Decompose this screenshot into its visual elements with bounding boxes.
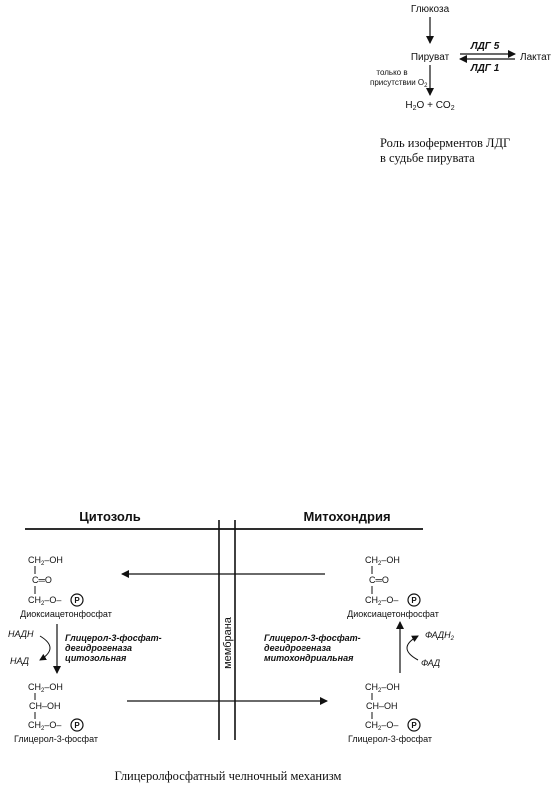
pyruvate-label: Пируват <box>410 52 450 63</box>
svg-text:CH2–O–: $CH_2-O-$ <box>365 595 399 607</box>
shuttle-caption: Глицеролфосфатный челночный механизм <box>114 769 342 783</box>
svg-text:CH2–OH: $CH_2-OH$ <box>365 682 400 694</box>
ldh-caption <box>380 136 510 165</box>
enzyme-mito-line1: Глицерол-3-фосфат- <box>264 633 361 643</box>
membrane-label: мембрана <box>222 617 234 669</box>
dhap-label-right: Диоксиацетонфосфат <box>347 609 439 619</box>
lactate-label: Лактат <box>520 52 552 63</box>
mitochondria-title: Митохондрия <box>303 509 391 524</box>
g3p-structure-left <box>28 682 83 732</box>
enzyme-mito-line2: дегидрогеназа <box>264 643 332 653</box>
svg-text:CH2–OH: $CH_2-OH$ <box>28 682 63 694</box>
enzyme-cyto-line3: цитозольная <box>65 653 127 663</box>
enzyme-mito-line3: митохондриальная <box>264 653 354 663</box>
fadh2-label: $ФАДН_2$ <box>425 630 454 642</box>
oxygen-condition-line2: присутствии $O_2$ <box>370 78 428 89</box>
svg-text:CH2–OH: $CH_2-OH$ <box>365 555 400 567</box>
svg-text:CH2–O–: $CH_2-O-$ <box>28 595 62 607</box>
glycerol-phosphate-shuttle-diagram <box>8 509 455 744</box>
ldg1-label: ЛДГ 1 <box>470 63 500 74</box>
nadh-label: НАДН <box>8 629 34 639</box>
fad-to-fadh2-curve <box>407 636 418 660</box>
enzyme-cyto-line1: Глицерол-3-фосфат- <box>65 633 162 643</box>
phosphate-symbol: P <box>411 721 417 730</box>
enzyme-cyto-line2: дегидрогеназа <box>65 643 133 653</box>
svg-text:CH–OH: CH–OH <box>366 701 398 711</box>
svg-text:CH2–O–: $CH_2-O-$ <box>28 720 62 732</box>
svg-text:CH2–OH: $CH_2-OH$ <box>28 555 63 567</box>
nadh-to-nad-curve <box>40 636 50 660</box>
svg-text:CH–OH: CH–OH <box>29 701 61 711</box>
glucose-label: Глюкоза <box>410 4 450 15</box>
phosphate-symbol: P <box>411 596 417 605</box>
dhap-label-left: Диоксиацетонфосфат <box>20 609 112 619</box>
ldh-isoenzyme-diagram <box>370 4 551 112</box>
fad-label: ФАД <box>421 658 441 668</box>
phosphate-symbol: P <box>74 596 80 605</box>
phosphate-symbol: P <box>74 721 80 730</box>
dhap-structure-right <box>365 555 420 607</box>
svg-text:C═O: C═O <box>369 575 389 585</box>
ldh-caption-line2: в судьбе пирувата <box>380 151 475 165</box>
g3p-label-left: Глицерол-3-фосфат <box>13 734 99 744</box>
ldh-caption-line1: Роль изоферментов ЛДГ <box>380 136 511 150</box>
products-label: $H_2O + CO_2$ <box>405 100 455 112</box>
dhap-structure-left <box>28 555 83 607</box>
nad-label: НАД <box>10 656 29 666</box>
g3p-structure-right <box>365 682 420 732</box>
ldg5-label: ЛДГ 5 <box>470 41 500 52</box>
svg-text:CH2–O–: $CH_2-O-$ <box>365 720 399 732</box>
oxygen-condition-line1: только в <box>376 68 408 77</box>
svg-text:C═O: C═O <box>32 575 52 585</box>
g3p-label-right: Глицерол-3-фосфат <box>347 734 433 744</box>
cytosol-title: Цитозоль <box>79 509 141 524</box>
